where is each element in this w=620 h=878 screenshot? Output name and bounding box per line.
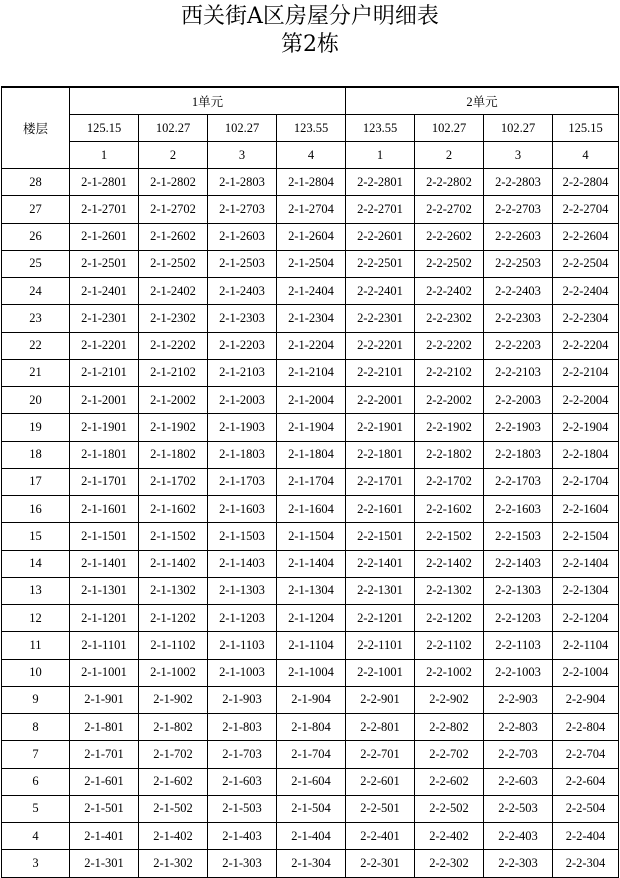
unit-number-cell: 2-2-2704	[553, 196, 619, 223]
unit-number-cell: 2-1-2503	[208, 250, 277, 277]
unit-number-cell: 2-1-1801	[70, 441, 139, 468]
table-row	[2, 795, 619, 822]
unit-number-cell: 2-1-2404	[277, 278, 346, 305]
room-number-cell: 4	[277, 142, 346, 169]
unit-number-cell: 2-1-1402	[139, 550, 208, 577]
unit-number-cell: 2-2-1901	[346, 414, 415, 441]
table-row	[2, 768, 619, 795]
unit-number-cell: 2-1-603	[208, 768, 277, 795]
floor-cell: 10	[2, 659, 70, 686]
header-row-units	[2, 87, 619, 115]
unit-number-cell: 2-1-1803	[208, 441, 277, 468]
unit-number-cell: 2-1-1204	[277, 605, 346, 632]
unit-number-cell: 2-1-1101	[70, 632, 139, 659]
unit-number-cell: 2-1-2104	[277, 359, 346, 386]
unit-number-cell: 2-2-1601	[346, 496, 415, 523]
floor-cell: 3	[2, 850, 70, 877]
unit-number-cell: 2-1-602	[139, 768, 208, 795]
unit-number-cell: 2-1-2303	[208, 305, 277, 332]
unit-number-cell: 2-2-903	[484, 686, 553, 713]
floor-cell: 22	[2, 332, 70, 359]
unit-number-cell: 2-2-1503	[484, 523, 553, 550]
unit-number-cell: 2-2-601	[346, 768, 415, 795]
floor-header: 楼层	[2, 87, 70, 169]
area-cell: 102.27	[415, 115, 484, 142]
unit-number-cell: 2-2-2103	[484, 359, 553, 386]
page-title: 西关街A区房屋分户明细表	[181, 4, 439, 29]
unit-number-cell: 2-1-2602	[139, 223, 208, 250]
unit-number-cell: 2-1-802	[139, 714, 208, 741]
floor-cell: 25	[2, 250, 70, 277]
unit-number-cell: 2-2-1903	[484, 414, 553, 441]
unit-number-cell: 2-2-401	[346, 823, 415, 850]
unit-number-cell: 2-1-1904	[277, 414, 346, 441]
room-number-cell: 2	[415, 142, 484, 169]
area-cell: 102.27	[139, 115, 208, 142]
unit-number-cell: 2-1-501	[70, 795, 139, 822]
unit-number-cell: 2-1-1701	[70, 468, 139, 495]
unit-number-cell: 2-2-1604	[553, 496, 619, 523]
unit-number-cell: 2-2-1603	[484, 496, 553, 523]
unit-number-cell: 2-1-2001	[70, 387, 139, 414]
floor-cell: 12	[2, 605, 70, 632]
floor-cell: 19	[2, 414, 70, 441]
unit-number-cell: 2-2-1302	[415, 577, 484, 604]
unit-number-cell: 2-1-502	[139, 795, 208, 822]
unit-number-cell: 2-1-904	[277, 686, 346, 713]
unit-number-cell: 2-2-404	[553, 823, 619, 850]
unit-number-cell: 2-2-1704	[553, 468, 619, 495]
unit-number-cell: 2-1-401	[70, 823, 139, 850]
unit-number-cell: 2-2-2303	[484, 305, 553, 332]
unit-number-cell: 2-1-2302	[139, 305, 208, 332]
unit-number-cell: 2-2-703	[484, 741, 553, 768]
unit-number-cell: 2-1-2204	[277, 332, 346, 359]
table-row	[2, 523, 619, 550]
table-row	[2, 414, 619, 441]
unit-number-cell: 2-1-1802	[139, 441, 208, 468]
unit-number-cell: 2-2-1303	[484, 577, 553, 604]
unit-number-cell: 2-2-1104	[553, 632, 619, 659]
unit-number-cell: 2-1-1004	[277, 659, 346, 686]
unit-number-cell: 2-2-1404	[553, 550, 619, 577]
unit-number-cell: 2-2-2003	[484, 387, 553, 414]
unit-number-cell: 2-1-304	[277, 850, 346, 877]
unit-number-cell: 2-2-2101	[346, 359, 415, 386]
unit-number-cell: 2-2-304	[553, 850, 619, 877]
table-row	[2, 823, 619, 850]
unit-number-cell: 2-2-1501	[346, 523, 415, 550]
unit-number-cell: 2-2-502	[415, 795, 484, 822]
floor-cell: 8	[2, 714, 70, 741]
unit-number-cell: 2-1-1001	[70, 659, 139, 686]
room-number-cell: 1	[70, 142, 139, 169]
table-row	[2, 850, 619, 877]
unit-number-cell: 2-1-403	[208, 823, 277, 850]
unit-number-cell: 2-2-1102	[415, 632, 484, 659]
unit-number-cell: 2-1-1303	[208, 577, 277, 604]
unit-number-cell: 2-1-1003	[208, 659, 277, 686]
unit-number-cell: 2-1-2203	[208, 332, 277, 359]
unit-number-cell: 2-2-2204	[553, 332, 619, 359]
unit-number-cell: 2-1-2604	[277, 223, 346, 250]
unit-number-cell: 2-1-1102	[139, 632, 208, 659]
unit-number-cell: 2-1-1604	[277, 496, 346, 523]
unit-number-cell: 2-2-803	[484, 714, 553, 741]
unit-number-cell: 2-2-1103	[484, 632, 553, 659]
table-row	[2, 605, 619, 632]
unit-number-cell: 2-1-1603	[208, 496, 277, 523]
unit-number-cell: 2-2-1301	[346, 577, 415, 604]
table-row	[2, 223, 619, 250]
unit-number-cell: 2-2-2701	[346, 196, 415, 223]
unit-number-cell: 2-1-1403	[208, 550, 277, 577]
floor-cell: 5	[2, 795, 70, 822]
unit-number-cell: 2-1-2402	[139, 278, 208, 305]
floor-cell: 6	[2, 768, 70, 795]
table-row	[2, 359, 619, 386]
unit-number-cell: 2-1-1202	[139, 605, 208, 632]
unit-number-cell: 2-2-503	[484, 795, 553, 822]
unit-number-cell: 2-1-1401	[70, 550, 139, 577]
table-row	[2, 496, 619, 523]
unit-number-cell: 2-2-1003	[484, 659, 553, 686]
unit-number-cell: 2-1-1201	[70, 605, 139, 632]
table-row	[2, 468, 619, 495]
unit-number-cell: 2-1-2703	[208, 196, 277, 223]
unit-number-cell: 2-2-1101	[346, 632, 415, 659]
area-cell: 123.55	[277, 115, 346, 142]
unit-number-cell: 2-2-1202	[415, 605, 484, 632]
unit-number-cell: 2-1-804	[277, 714, 346, 741]
unit-number-cell: 2-1-1103	[208, 632, 277, 659]
unit-number-cell: 2-1-701	[70, 741, 139, 768]
unit-number-cell: 2-2-2104	[553, 359, 619, 386]
floor-cell: 11	[2, 632, 70, 659]
unit-number-cell: 2-1-2802	[139, 169, 208, 196]
unit-number-cell: 2-2-2404	[553, 278, 619, 305]
unit-number-cell: 2-1-402	[139, 823, 208, 850]
room-number-cell: 4	[553, 142, 619, 169]
unit-number-cell: 2-1-301	[70, 850, 139, 877]
unit-number-cell: 2-2-1504	[553, 523, 619, 550]
unit-number-cell: 2-2-801	[346, 714, 415, 741]
unit-number-cell: 2-1-2601	[70, 223, 139, 250]
unit-number-cell: 2-1-2003	[208, 387, 277, 414]
unit-number-cell: 2-2-2703	[484, 196, 553, 223]
unit-number-cell: 2-1-801	[70, 714, 139, 741]
room-number-cell: 2	[139, 142, 208, 169]
unit-number-cell: 2-2-2001	[346, 387, 415, 414]
room-number-cell: 1	[346, 142, 415, 169]
unit-number-cell: 2-2-603	[484, 768, 553, 795]
unit-number-cell: 2-2-1602	[415, 496, 484, 523]
unit-number-cell: 2-1-504	[277, 795, 346, 822]
floor-cell: 9	[2, 686, 70, 713]
unit-number-cell: 2-1-2403	[208, 278, 277, 305]
unit-number-cell: 2-1-1404	[277, 550, 346, 577]
unit-number-cell: 2-2-2504	[553, 250, 619, 277]
unit-number-cell: 2-2-2201	[346, 332, 415, 359]
unit-number-cell: 2-2-802	[415, 714, 484, 741]
unit-number-cell: 2-2-904	[553, 686, 619, 713]
unit-number-cell: 2-1-2202	[139, 332, 208, 359]
unit-number-cell: 2-1-1203	[208, 605, 277, 632]
unit-number-cell: 2-1-2304	[277, 305, 346, 332]
unit-number-cell: 2-1-703	[208, 741, 277, 768]
unit-number-cell: 2-2-2604	[553, 223, 619, 250]
unit-number-cell: 2-2-2603	[484, 223, 553, 250]
unit-number-cell: 2-2-2801	[346, 169, 415, 196]
table-row	[2, 169, 619, 196]
unit-number-cell: 2-2-1904	[553, 414, 619, 441]
table-row	[2, 686, 619, 713]
table-row	[2, 441, 619, 468]
unit-number-cell: 2-2-1703	[484, 468, 553, 495]
room-number-cell: 3	[208, 142, 277, 169]
unit-number-cell: 2-1-2704	[277, 196, 346, 223]
unit-number-cell: 2-1-1601	[70, 496, 139, 523]
table-row	[2, 250, 619, 277]
unit-number-cell: 2-2-1403	[484, 550, 553, 577]
unit-number-cell: 2-1-1804	[277, 441, 346, 468]
floor-cell: 15	[2, 523, 70, 550]
unit-number-cell: 2-2-1204	[553, 605, 619, 632]
unit-number-cell: 2-2-2304	[553, 305, 619, 332]
unit-number-cell: 2-1-2504	[277, 250, 346, 277]
unit-number-cell: 2-2-1702	[415, 468, 484, 495]
area-cell: 125.15	[553, 115, 619, 142]
table-row	[2, 577, 619, 604]
unit-number-cell: 2-1-1702	[139, 468, 208, 495]
page-subtitle: 第2栋	[281, 32, 339, 57]
unit-number-cell: 2-2-604	[553, 768, 619, 795]
header-row-areas	[2, 115, 619, 142]
unit-number-cell: 2-1-604	[277, 768, 346, 795]
unit-number-cell: 2-2-2502	[415, 250, 484, 277]
unit-number-cell: 2-2-501	[346, 795, 415, 822]
unit-number-cell: 2-1-1002	[139, 659, 208, 686]
unit-number-cell: 2-1-2804	[277, 169, 346, 196]
unit-number-cell: 2-2-301	[346, 850, 415, 877]
unit-number-cell: 2-1-903	[208, 686, 277, 713]
unit-number-cell: 2-2-2601	[346, 223, 415, 250]
unit-number-cell: 2-2-2803	[484, 169, 553, 196]
unit-number-cell: 2-1-404	[277, 823, 346, 850]
table-row	[2, 332, 619, 359]
unit-number-cell: 2-1-2101	[70, 359, 139, 386]
unit-number-cell: 2-2-1304	[553, 577, 619, 604]
unit-number-cell: 2-2-1902	[415, 414, 484, 441]
header-row-rooms	[2, 142, 619, 169]
unit-number-cell: 2-1-2004	[277, 387, 346, 414]
area-cell: 123.55	[346, 115, 415, 142]
unit-number-cell: 2-1-2702	[139, 196, 208, 223]
unit-number-cell: 2-2-2401	[346, 278, 415, 305]
unit-number-cell: 2-1-1501	[70, 523, 139, 550]
unit-number-cell: 2-2-1001	[346, 659, 415, 686]
unit-number-cell: 2-1-2701	[70, 196, 139, 223]
unit-number-cell: 2-1-2103	[208, 359, 277, 386]
unit-number-cell: 2-1-1901	[70, 414, 139, 441]
unit-number-cell: 2-1-901	[70, 686, 139, 713]
floor-cell: 4	[2, 823, 70, 850]
unit-number-cell: 2-2-1203	[484, 605, 553, 632]
floor-cell: 28	[2, 169, 70, 196]
unit-number-cell: 2-2-2301	[346, 305, 415, 332]
area-cell: 102.27	[484, 115, 553, 142]
unit-number-cell: 2-1-1104	[277, 632, 346, 659]
unit-number-cell: 2-2-2004	[553, 387, 619, 414]
unit-1-header: 1单元	[70, 87, 346, 115]
unit-number-cell: 2-2-1801	[346, 441, 415, 468]
unit-number-cell: 2-1-1302	[139, 577, 208, 604]
area-cell: 125.15	[70, 115, 139, 142]
unit-number-cell: 2-2-1802	[415, 441, 484, 468]
unit-number-cell: 2-2-902	[415, 686, 484, 713]
unit-number-cell: 2-1-2201	[70, 332, 139, 359]
table-row	[2, 714, 619, 741]
unit-number-cell: 2-2-2602	[415, 223, 484, 250]
unit-number-cell: 2-1-1502	[139, 523, 208, 550]
unit-number-cell: 2-1-2603	[208, 223, 277, 250]
floor-cell: 16	[2, 496, 70, 523]
unit-number-cell: 2-2-1804	[553, 441, 619, 468]
floor-cell: 23	[2, 305, 70, 332]
floor-cell: 20	[2, 387, 70, 414]
unit-number-cell: 2-2-2202	[415, 332, 484, 359]
unit-number-cell: 2-2-2501	[346, 250, 415, 277]
unit-number-cell: 2-1-303	[208, 850, 277, 877]
unit-number-cell: 2-2-1401	[346, 550, 415, 577]
unit-table	[1, 86, 619, 878]
unit-number-cell: 2-2-1004	[553, 659, 619, 686]
floor-cell: 26	[2, 223, 70, 250]
unit-number-cell: 2-1-2002	[139, 387, 208, 414]
unit-number-cell: 2-2-901	[346, 686, 415, 713]
unit-number-cell: 2-2-2403	[484, 278, 553, 305]
unit-number-cell: 2-2-1201	[346, 605, 415, 632]
unit-number-cell: 2-1-1304	[277, 577, 346, 604]
unit-number-cell: 2-2-402	[415, 823, 484, 850]
unit-number-cell: 2-1-2401	[70, 278, 139, 305]
unit-number-cell: 2-1-1704	[277, 468, 346, 495]
unit-number-cell: 2-1-1602	[139, 496, 208, 523]
unit-number-cell: 2-2-701	[346, 741, 415, 768]
table-row	[2, 196, 619, 223]
floor-cell: 24	[2, 278, 70, 305]
unit-number-cell: 2-2-2804	[553, 169, 619, 196]
table-row	[2, 741, 619, 768]
unit-number-cell: 2-2-2102	[415, 359, 484, 386]
unit-number-cell: 2-1-2102	[139, 359, 208, 386]
unit-number-cell: 2-1-2803	[208, 169, 277, 196]
unit-number-cell: 2-2-602	[415, 768, 484, 795]
unit-number-cell: 2-1-302	[139, 850, 208, 877]
unit-number-cell: 2-2-1502	[415, 523, 484, 550]
unit-number-cell: 2-2-2503	[484, 250, 553, 277]
unit-number-cell: 2-2-2002	[415, 387, 484, 414]
unit-number-cell: 2-1-902	[139, 686, 208, 713]
unit-number-cell: 2-1-1903	[208, 414, 277, 441]
unit-number-cell: 2-1-2502	[139, 250, 208, 277]
unit-number-cell: 2-2-2802	[415, 169, 484, 196]
floor-cell: 7	[2, 741, 70, 768]
unit-number-cell: 2-2-1803	[484, 441, 553, 468]
unit-number-cell: 2-2-1002	[415, 659, 484, 686]
floor-cell: 14	[2, 550, 70, 577]
unit-number-cell: 2-1-1503	[208, 523, 277, 550]
unit-number-cell: 2-2-2302	[415, 305, 484, 332]
table-row	[2, 632, 619, 659]
unit-number-cell: 2-1-1703	[208, 468, 277, 495]
table-row	[2, 550, 619, 577]
unit-number-cell: 2-1-601	[70, 768, 139, 795]
unit-number-cell: 2-1-1504	[277, 523, 346, 550]
room-number-cell: 3	[484, 142, 553, 169]
unit-number-cell: 2-1-2301	[70, 305, 139, 332]
unit-number-cell: 2-2-2402	[415, 278, 484, 305]
unit-number-cell: 2-2-504	[553, 795, 619, 822]
unit-2-header: 2单元	[346, 87, 619, 115]
unit-number-cell: 2-2-2203	[484, 332, 553, 359]
unit-number-cell: 2-2-2702	[415, 196, 484, 223]
floor-cell: 27	[2, 196, 70, 223]
table-row	[2, 278, 619, 305]
unit-number-cell: 2-2-1701	[346, 468, 415, 495]
unit-number-cell: 2-2-702	[415, 741, 484, 768]
floor-cell: 21	[2, 359, 70, 386]
floor-cell: 13	[2, 577, 70, 604]
table-row	[2, 305, 619, 332]
floor-cell: 17	[2, 468, 70, 495]
unit-number-cell: 2-1-803	[208, 714, 277, 741]
unit-number-cell: 2-1-503	[208, 795, 277, 822]
unit-number-cell: 2-2-804	[553, 714, 619, 741]
unit-number-cell: 2-1-1301	[70, 577, 139, 604]
unit-number-cell: 2-2-1402	[415, 550, 484, 577]
unit-number-cell: 2-2-704	[553, 741, 619, 768]
unit-number-cell: 2-1-704	[277, 741, 346, 768]
unit-number-cell: 2-1-2801	[70, 169, 139, 196]
floor-cell: 18	[2, 441, 70, 468]
unit-number-cell: 2-2-403	[484, 823, 553, 850]
unit-number-cell: 2-1-702	[139, 741, 208, 768]
unit-number-cell: 2-2-303	[484, 850, 553, 877]
unit-number-cell: 2-1-2501	[70, 250, 139, 277]
table-row	[2, 387, 619, 414]
unit-number-cell: 2-2-302	[415, 850, 484, 877]
area-cell: 102.27	[208, 115, 277, 142]
table-row	[2, 659, 619, 686]
unit-number-cell: 2-1-1902	[139, 414, 208, 441]
